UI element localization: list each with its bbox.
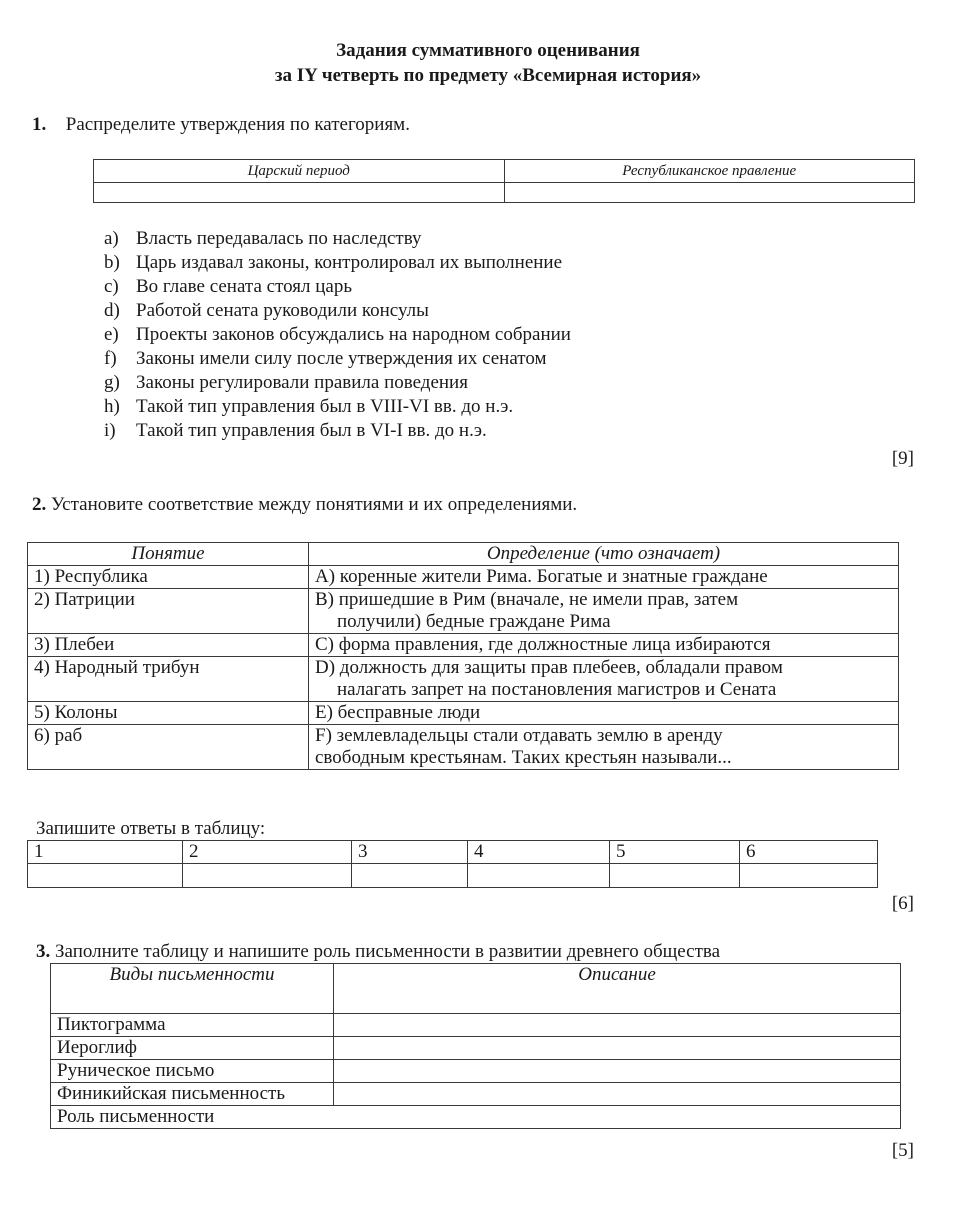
question-2-heading	[32, 493, 577, 517]
q2-definition: B) пришедшие в Рим (вначале, не имели прав, затем получили) бедные граждане Рима	[309, 589, 899, 634]
q3-description-cell[interactable]	[334, 1014, 901, 1037]
q2-header-definition: Определение (что означает)	[309, 543, 899, 566]
q2-score: [6]	[891, 893, 914, 914]
list-item: d) Работой сената руководили консулы	[104, 300, 429, 321]
q3-header-description: Описание	[334, 964, 901, 1014]
q1-header-republic: Республиканское правление	[504, 160, 915, 183]
q1-answer-cell-republic[interactable]	[504, 183, 915, 203]
q2-answer-header: 4	[468, 841, 610, 864]
list-item: a) Власть передавалась по наследству	[104, 228, 422, 249]
question-2-prompt: Установите соответствие между понятиями и их определениями.	[51, 494, 578, 515]
q3-description-cell[interactable]	[334, 1083, 901, 1106]
q3-writing-type: Руническое письмо	[51, 1060, 334, 1083]
q3-score: [5]	[891, 1140, 914, 1161]
q3-writing-type: Иероглиф	[51, 1037, 334, 1060]
q2-answer-header: 2	[183, 841, 352, 864]
q2-term: 4) Народный трибун	[28, 657, 309, 702]
table-row	[51, 1037, 901, 1060]
q2-answer-cell-2[interactable]	[183, 864, 352, 888]
q3-role-of-writing-row[interactable]: Роль письменности	[51, 1106, 901, 1129]
q2-answer-cell-5[interactable]	[610, 864, 740, 888]
q1-answer-cell-tsar[interactable]	[94, 183, 505, 203]
list-item: e) Проекты законов обсуждались на народном собрании	[104, 324, 571, 345]
list-item: f) Законы имели силу после утверждения их сенатом	[104, 348, 547, 369]
q2-term: 5) Колоны	[28, 702, 309, 725]
q2-term: 1) Республика	[28, 566, 309, 589]
q3-writing-type: Пиктограмма	[51, 1014, 334, 1037]
q1-category-table	[93, 159, 915, 203]
q2-term: 2) Патриции	[28, 589, 309, 634]
question-1-heading	[32, 113, 410, 137]
table-row	[28, 657, 899, 702]
list-item: b) Царь издавал законы, контролировал их выполнение	[104, 252, 563, 273]
document-title-line1: Задания суммативного оценивания	[336, 40, 640, 61]
q2-answer-header: 6	[740, 841, 878, 864]
q2-answer-cell-3[interactable]	[352, 864, 468, 888]
table-row	[28, 589, 899, 634]
table-row	[28, 566, 899, 589]
list-item: g) Законы регулировали правила поведения	[104, 372, 468, 393]
question-3-heading	[36, 940, 720, 964]
q1-header-tsar-period: Царский период	[94, 160, 505, 183]
q2-header-term: Понятие	[28, 543, 309, 566]
table-row	[28, 702, 899, 725]
q3-header-writing-types: Виды письменности	[51, 964, 334, 1014]
table-row	[51, 1014, 901, 1037]
q2-answer-header: 3	[352, 841, 468, 864]
question-2-number: 2.	[32, 494, 47, 515]
q2-definition: D) должность для защиты прав плебеев, обладали правом налагать запрет на постановления магистров и Сената	[309, 657, 899, 702]
q2-answer-cell-4[interactable]	[468, 864, 610, 888]
question-1-number: 1.	[32, 114, 47, 135]
q2-answer-header: 1	[28, 841, 183, 864]
table-row	[28, 634, 899, 657]
document-title-line2: за IY четверть по предмету «Всемирная история»	[274, 65, 702, 86]
question-1-prompt: Распределите утверждения по категориям.	[65, 114, 410, 135]
q2-answer-prompt: Запишите ответы в таблицу:	[36, 818, 266, 839]
table-row	[51, 1060, 901, 1083]
question-3-number: 3.	[36, 941, 51, 962]
q3-description-cell[interactable]	[334, 1060, 901, 1083]
list-item: i) Такой тип управления был в VI-I вв. до н.э.	[104, 420, 487, 441]
q1-score: [9]	[891, 448, 914, 469]
q2-answer-header: 5	[610, 841, 740, 864]
q2-term: 6) раб	[28, 725, 309, 770]
q2-definition: E) бесправные люди	[309, 702, 899, 725]
question-3-prompt: Заполните таблицу и напишите роль письменности в развитии древнего общества	[55, 941, 721, 962]
q3-writing-type: Финикийская письменность	[51, 1083, 334, 1106]
q2-answer-cell-6[interactable]	[740, 864, 878, 888]
list-item: h) Такой тип управления был в VIII-VI вв. до н.э.	[104, 396, 514, 417]
q2-answer-table	[27, 840, 878, 888]
q2-term: 3) Плебеи	[28, 634, 309, 657]
q2-definition: F) землевладельцы стали отдавать землю в аренду свободным крестьянам. Таких крестьян называли...	[309, 725, 899, 770]
table-row	[51, 1083, 901, 1106]
q3-writing-table	[50, 963, 901, 1129]
q2-answer-cell-1[interactable]	[28, 864, 183, 888]
q2-matching-table	[27, 542, 899, 770]
q2-definition: C) форма правления, где должностные лица избираются	[309, 634, 899, 657]
q3-description-cell[interactable]	[334, 1037, 901, 1060]
list-item: c) Во главе сената стоял царь	[104, 276, 352, 297]
table-row	[28, 725, 899, 770]
table-row	[51, 1106, 901, 1129]
q2-definition: A) коренные жители Рима. Богатые и знатные граждане	[309, 566, 899, 589]
